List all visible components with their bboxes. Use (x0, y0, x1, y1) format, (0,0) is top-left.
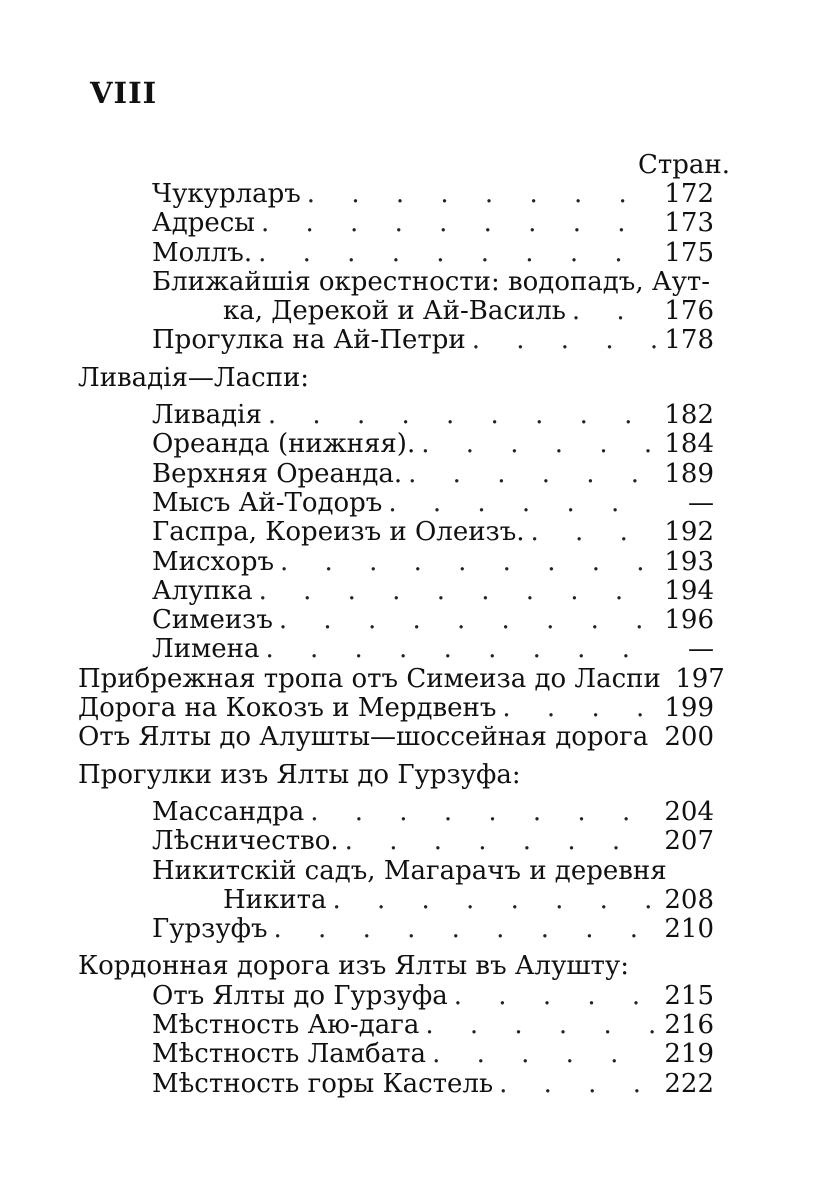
dot-leader (259, 577, 656, 606)
toc-entry (78, 489, 714, 518)
toc-entry (78, 297, 714, 326)
dot-leader (258, 239, 656, 268)
toc-entry (78, 460, 714, 489)
toc-entry-title: Ливадія (152, 400, 262, 431)
toc-entry (78, 886, 714, 915)
toc-entry-page: 222 (664, 1068, 714, 1099)
dot-leader (499, 1070, 656, 1099)
toc-entry-title: Прибрежная тропа отъ Симеиза до Ласпи (78, 663, 661, 694)
toc-entry (78, 401, 714, 430)
toc-section-heading (78, 761, 714, 790)
dot-leader (345, 827, 656, 856)
toc-entry-page: 207 (664, 826, 714, 857)
toc-entry-page: 215 (664, 980, 714, 1011)
toc-entry-title: Прогулки изъ Ялты до Гурзуфа: (78, 759, 521, 790)
toc-entry-page: 204 (664, 796, 714, 827)
dot-leader (265, 635, 656, 664)
dot-leader (274, 915, 656, 944)
toc-entry-page: 193 (664, 546, 714, 577)
toc-entry (78, 857, 714, 886)
toc-entry-title: Ливадія—Ласпи: (78, 362, 310, 393)
dot-leader (425, 1011, 656, 1040)
toc-section-heading (78, 952, 714, 981)
toc-entry (78, 798, 714, 827)
toc-entry-page: 208 (664, 884, 714, 915)
toc-entry (78, 239, 714, 268)
toc-entry-title: Отъ Ялты до Алушты—шоссейная дорога (78, 722, 649, 753)
toc-entry (78, 606, 714, 635)
toc-entry-title: Чукурларъ (152, 179, 301, 209)
toc-entry-title: Мѣстность горы Кастель (152, 1068, 494, 1099)
toc-entry-page: 178 (664, 325, 714, 356)
toc-entry-title: Массандра (152, 796, 305, 827)
toc-entry-title: Гаспра, Кореизъ и Олеизъ. (152, 517, 525, 548)
toc-entry (78, 577, 714, 606)
dot-leader (279, 606, 656, 635)
toc-entry (78, 209, 714, 238)
toc-entry-title: Мѣстность Аю-дага (152, 1010, 420, 1041)
toc-entry-title: Мѣстность Ламбата (152, 1039, 427, 1070)
toc-entry (78, 548, 714, 577)
toc-entry-title: Мисхоръ (152, 546, 275, 577)
toc-entry-title: Ореанда (нижняя). (152, 429, 416, 460)
toc-entry-page: — (688, 634, 714, 665)
toc-entry (78, 1011, 714, 1040)
toc-entry-page: 197 (675, 663, 725, 694)
toc-entry-title: Дорога на Кокозъ и Мердвенъ (78, 693, 497, 724)
dot-leader (531, 518, 656, 547)
toc-entry-title: Мысъ Ай-Тодоръ (152, 487, 383, 518)
toc-entry-page: 172 (664, 179, 714, 209)
toc-entry-title: Прогулка на Ай-Петри (152, 325, 466, 356)
dot-leader (261, 209, 656, 238)
toc-section-heading (78, 364, 714, 393)
dot-leader (572, 297, 656, 326)
page-number: VIII (90, 76, 158, 110)
toc-entry-title: Алупка (152, 575, 253, 606)
dot-leader (310, 798, 656, 827)
toc-entry-page: 182 (664, 400, 714, 431)
toc-entry (78, 518, 714, 547)
toc-entry-page: 184 (664, 429, 714, 460)
toc-entry-title: Лимена (152, 634, 260, 665)
toc-entry (78, 982, 714, 1011)
dot-leader (421, 430, 656, 459)
dot-leader (280, 548, 656, 577)
dot-leader (408, 460, 656, 489)
toc-entry (78, 694, 714, 723)
dot-leader (502, 694, 656, 723)
toc-entry (78, 180, 714, 209)
toc-entry-title: Симеизъ (152, 605, 273, 636)
toc-entry-page: 210 (664, 914, 714, 945)
toc-entry-page: 175 (664, 237, 714, 268)
toc-entry-page: 189 (664, 458, 714, 489)
toc-entry-page: 192 (664, 517, 714, 548)
toc-entry-page: — (688, 487, 714, 518)
toc-entry (78, 430, 714, 459)
toc-entry-page: 199 (664, 693, 714, 724)
toc-entry-title: Адресы (152, 208, 255, 239)
toc-entry-title: Отъ Ялты до Гурзуфа (152, 980, 448, 1011)
toc-entry-title: ка, Дерекой и Ай-Василь (223, 296, 566, 327)
toc-entry-title: Моллъ. (152, 237, 253, 268)
toc-entry (78, 723, 714, 752)
toc-entry (78, 1070, 714, 1099)
dot-leader (454, 982, 656, 1011)
toc-entry-title: Ближайшія окрестности: водопадъ, Аут- (152, 266, 711, 297)
dot-leader (654, 723, 656, 752)
toc-entry-page: 173 (664, 208, 714, 239)
toc-entry (78, 326, 714, 355)
toc-entry (78, 268, 714, 297)
toc-entry (78, 1040, 714, 1069)
toc-entry (78, 635, 714, 664)
dot-leader (432, 1040, 656, 1069)
dot-leader (472, 326, 656, 355)
toc-entry-page: 200 (664, 722, 714, 753)
toc-entry-page: 176 (664, 296, 714, 327)
dot-leader (332, 886, 656, 915)
page-column-header: Стран. (637, 150, 730, 180)
toc-entry-page: 196 (664, 605, 714, 636)
dot-leader (388, 489, 656, 518)
toc-entry-page: 219 (664, 1039, 714, 1070)
toc-entry-title: Кордонная дорога изъ Ялты въ Алушту: (78, 951, 629, 982)
toc-entry-title: Никитскій садъ, Магарачъ и деревня (152, 855, 667, 886)
toc-entry-title: Лѣсничество. (152, 826, 339, 857)
table-of-contents (78, 179, 725, 1099)
toc-entry (78, 663, 725, 694)
dot-leader (307, 180, 656, 209)
dot-leader (268, 401, 656, 430)
toc-entry-title: Никита (223, 884, 327, 915)
toc-entry (78, 827, 714, 856)
toc-entry-title: Верхняя Ореанда. (152, 458, 403, 489)
toc-entry-page: 216 (664, 1010, 714, 1041)
toc-entry-title: Гурзуфъ (152, 914, 268, 945)
toc-entry-page: 194 (664, 575, 714, 606)
toc-entry (78, 915, 714, 944)
